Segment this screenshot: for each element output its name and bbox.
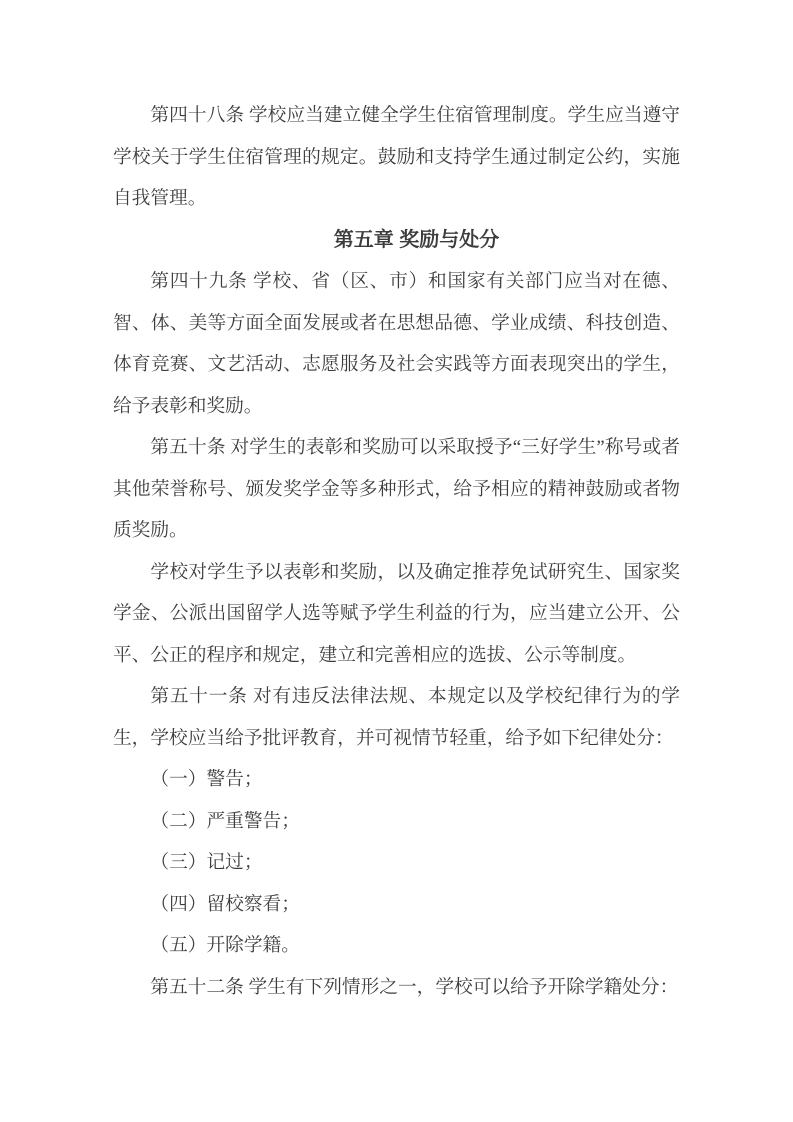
discipline-item-5-expulsion: （五）开除学籍。 — [150, 935, 300, 956]
article-48-paragraph: 第四十八条 学校应当建立健全学生住宿管理制度。学生应当遵守学校关于学生住宿管理的规定。鼓励和支持学生通过制定公约，实施自我管理。 — [113, 105, 680, 209]
commendation-procedure-paragraph: 学校对学生予以表彰和奖励，以及确定推荐免试研究生、国家奖学金、公派出国留学人选等赋予学生利益的行为，应当建立公开、公平、公正的程序和规定，建立和完善相应的选拔、公示等制度。 — [113, 561, 680, 666]
discipline-item-4-probation: （四）留校察看； — [150, 893, 300, 915]
discipline-item-1-warning: （一）警告； — [150, 769, 263, 790]
article-49-paragraph: 第四十九条 学校、省（区、市）和国家有关部门应当对在德、智、体、美等方面全面发展或者在思想品德、学业成绩、科技创造、体育竞赛、文艺活动、志愿服务及社会实践等方面表现突出的学生，给予表彰和奖励。 — [113, 271, 680, 417]
chapter-5-heading: 第五章 奖励与处分 — [333, 228, 500, 251]
discipline-item-3-demerit: （三）记过； — [150, 852, 263, 873]
discipline-item-2-serious-warning: （二）严重警告； — [150, 810, 300, 832]
article-51-paragraph: 第五十一条 对有违反法律法规、本规定以及学校纪律行为的学生，学校应当给予批评教育，并可视情节轻重，给予如下纪律处分： — [113, 686, 680, 749]
article-52-paragraph: 第五十二条 学生有下列情形之一，学校可以给予开除学籍处分： — [150, 976, 679, 998]
article-50-paragraph: 第五十条 对学生的表彰和奖励可以采取授予“三好学生”称号或者其他荣誉称号、颁发奖学金等多种形式，给予相应的精神鼓励或者物质奖励。 — [113, 437, 680, 541]
